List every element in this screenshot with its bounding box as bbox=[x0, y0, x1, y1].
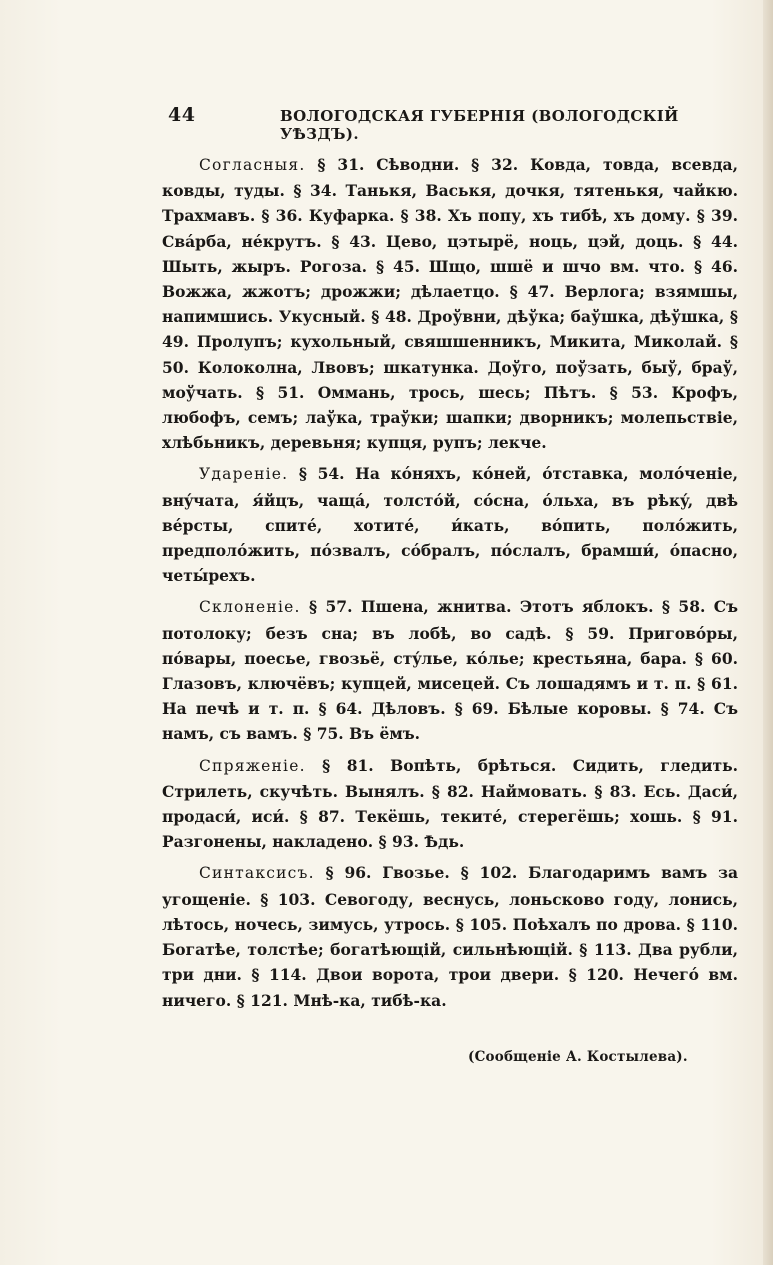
section-heading: Склоненіе. bbox=[199, 598, 301, 617]
paragraph-conjugation bbox=[162, 753, 738, 855]
signature-attribution: (Сообщеніе А. Костылева). bbox=[468, 1049, 688, 1065]
page-header bbox=[168, 104, 728, 143]
paragraph-text: § 81. Вопѣть, брѣться. Сидить, гледить. Стрилеть, скучѣть. Вынялъ. § 82. Наймовать. § 83. Есь. Даси́, продаси́, иси́. § 87. Текёшь, текитé, стерегёшь; хошь. § 91. Разгонены, накладено. § 93. Ѣдь. bbox=[162, 755, 738, 852]
paragraph-declension bbox=[162, 594, 738, 746]
paragraph-syntax bbox=[162, 860, 738, 1012]
running-head: ВОЛОГОДСКАЯ ГУБЕРНІЯ (ВОЛОГОДСКІЙ УѢЗДЪ). bbox=[280, 107, 679, 143]
page-gutter-shadow bbox=[763, 0, 773, 1265]
paragraph-text: § 31. Сѣводни. § 32. Ковда, товда, всевда, ковды, туды. § 34. Танькя, Васькя, дочкя, тятенькя, чайкю. Трахмавъ. § 36. Куфарка. § 38. Хъ попу, хъ тибѣ, хъ дому. § 39. Свáрба, нéкрутъ. § 43. Цево, цэтырё, ноць, цэй, доць. § 44. Шыть, жыръ. Рогоза. § 45. Шщо, шшё и шчо вм. что. § 46. Вожжа, жжотъ; дрожжи; дѣлаетцо. § 47. Верлога; взямшы, напимшись. Укусный. § 48. Дроўвни, дѣўка; баўшка, дѣўшка, § 49. Пролупъ; кухольный, свяшшенникъ, Микита, Миколай. § 50. Колоколна, Лвовъ; шкатунка. Доўго, поўзать, быў, браў, моўчать. § 51. Оммань, трось, шесь; Пѣтъ. § 53. Крофъ, любофъ, семъ; лаўка, траўки; шапки; дворникъ; молепьствіе, хлѣбьникъ, деревьня; купця, рупъ; лекче. bbox=[162, 155, 738, 453]
paragraph-stress bbox=[162, 461, 738, 588]
section-heading: Синтаксисъ. bbox=[199, 864, 315, 883]
body-text bbox=[162, 152, 738, 1013]
section-heading: Согласныя. bbox=[199, 156, 306, 174]
paragraph-text: § 57. Пшена, жнитва. Этотъ яблокъ. § 58. Съ потолоку; безъ сна; въ лобѣ, во садѣ. § 59. Приговóры, пóвары, поесье, гвозьё, стýлье, кóлье; крестьяна, бара. § 60. Глазовъ, ключёвъ; купцей, мисецей. Съ лошадямъ и т. п. § 61. На печѣ и т. п. § 64. Дѣловъ. § 69. Бѣлые коровы. § 74. Съ намъ, съ вамъ. § 75. Въ ёмъ. bbox=[162, 597, 738, 744]
paragraph-text: § 54. На кóняхъ, кóней, óтставка, молóченіе, внýчата, я́йцъ, чащá, толстóй, сóсна, óльха, въ рѣкý, двѣ вéрсты, спитé, хотитé, и́кать, вóпить, полóжить, предполóжить, пóзвалъ, сóбралъ, пóслалъ, брамши́, óпасно, четы́рехъ. bbox=[162, 464, 738, 586]
section-heading: Удареніе. bbox=[199, 465, 289, 484]
paragraph-consonants bbox=[162, 152, 738, 455]
section-heading: Спряженіе. bbox=[199, 756, 306, 775]
page-number: 44 bbox=[168, 104, 196, 126]
paragraph-text: § 96. Гвозье. § 102. Благодаримъ вамъ за угощеніе. § 103. Севогоду, веснусь, лоньсково году, лонись, лѣтось, ночесь, зимусь, утрось. § 105. Поѣхалъ по дрова. § 110. Богатѣе, толстѣе; богатѣющій, сильнѣющій. § 113. Два рубли, три дни. § 114. Двои ворота, трои двери. § 120. Нечегó вм. ничего. § 121. Мнѣ-ка, тибѣ-ка. bbox=[162, 863, 738, 1010]
